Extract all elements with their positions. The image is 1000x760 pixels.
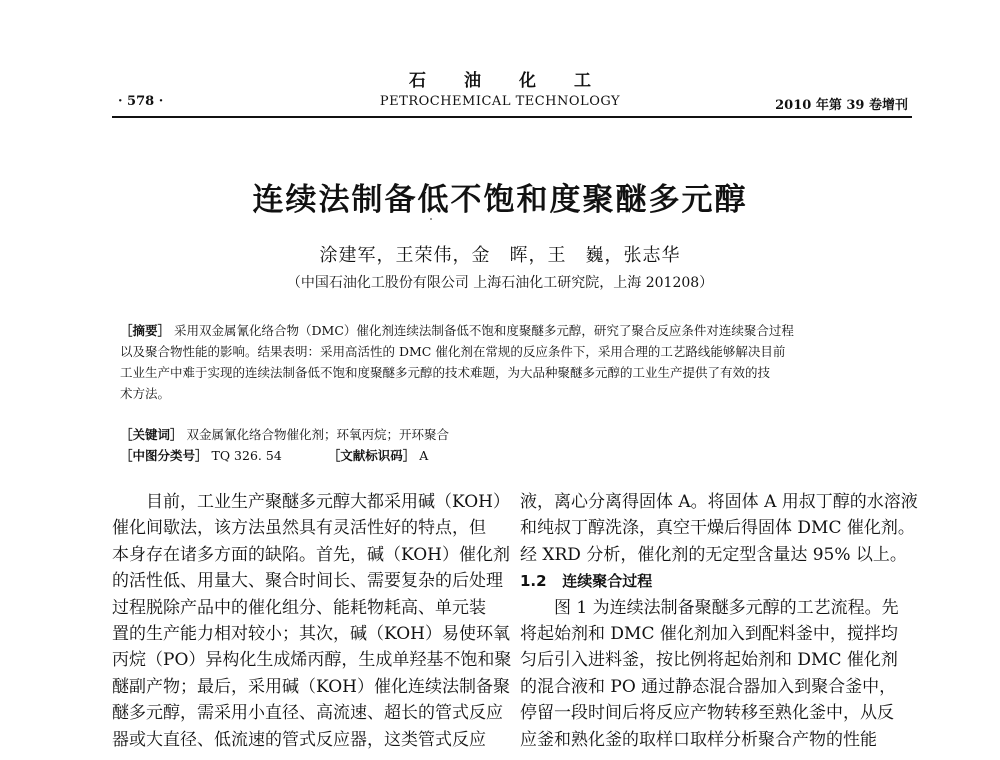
- section-number: 1.2: [520, 572, 547, 591]
- section-heading: [520, 568, 913, 594]
- abstract-line: [120, 320, 885, 341]
- speck: [430, 218, 432, 220]
- body-line: 本身存在诸多方面的缺陷。首先，碱（KOH）催化剂: [112, 544, 511, 565]
- section-title: 连续聚合过程: [562, 572, 653, 591]
- page-number: · 578 ·: [118, 94, 164, 109]
- keywords-label: ［关键词］: [120, 427, 183, 442]
- journal-title-en: PETROCHEMICAL TECHNOLOGY: [379, 94, 621, 109]
- header-rule: [112, 116, 912, 118]
- affiliation: （中国石油化工股份有限公司 上海石油化工研究院，上海 201208）: [286, 275, 714, 291]
- body-line: 将起始剂和 DMC 催化剂加入到配料釜中，搅拌均: [520, 624, 898, 645]
- abstract: [120, 320, 885, 404]
- doc-code-label: ［文献标识码］: [327, 448, 416, 463]
- body-line: 液，离心分离得固体 A。将固体 A 用叔丁醇的水溶液: [520, 492, 918, 512]
- body-left-column: [112, 489, 512, 753]
- body-line: 催化间歇法，该方法虽然具有灵活性好的特点，但: [112, 518, 486, 539]
- body-line: 经 XRD 分析，催化剂的无定型含量达 95% 以上。: [520, 544, 907, 565]
- body-line: 醚多元醇，需采用小直径、高流速、超长的管式反应: [112, 703, 503, 724]
- journal-title-cn: 石油化工: [409, 71, 629, 91]
- paper-title: 连续法制备低不饱和度聚醚多元醇: [252, 182, 748, 218]
- body-line: 停留一段时间后将反应产物转移至熟化釜中，从反: [520, 703, 894, 724]
- body-line: 匀后引入进料釜，按比例将起始剂和 DMC 催化剂: [520, 650, 898, 671]
- classification: [120, 446, 428, 464]
- authors: 涂建军，王荣伟，金 晖，王 巍，张志华: [319, 245, 681, 266]
- body-line: 丙烷（PO）异构化生成烯丙醇，生成单羟基不饱和聚: [112, 650, 512, 671]
- body-line: 的混合液和 PO 通过静态混合器加入到聚合釜中，: [520, 676, 897, 697]
- body-right-column: [520, 489, 918, 753]
- abstract-line: 工业生产中难于实现的连续法制备低不饱和度聚醚多元醇的技术难题，为大品种聚醚多元醇的工业生产提供了有效的技: [120, 365, 771, 380]
- abstract-line: 术方法。: [120, 386, 171, 401]
- abstract-text: 采用双金属氰化络合物（DMC）催化剂连续法制备低不饱和度聚醚多元醇，研究了聚合反应条件对连续聚合过程: [174, 323, 794, 338]
- body-line: 器或大直径、低流速的管式反应器，这类管式反应: [112, 729, 486, 750]
- classification-value: TQ 326. 54: [211, 448, 282, 463]
- keywords-value: 双金属氰化络合物催化剂；环氧丙烷；开环聚合: [186, 427, 450, 442]
- body-line: 目前，工业生产聚醚多元醇大都采用碱（KOH）: [146, 492, 511, 512]
- keywords: [120, 425, 449, 443]
- issue-info: 2010 年第 39 卷增刊: [775, 98, 908, 113]
- abstract-label: ［摘要］: [120, 323, 171, 338]
- classification-label: ［中图分类号］: [120, 448, 208, 463]
- body-line: 置的生产能力相对较小；其次，碱（KOH）易使环氧: [112, 624, 511, 645]
- body-line: 过程脱除产品中的催化组分、能耗物耗高、单元装: [112, 597, 486, 618]
- abstract-line: 以及聚合物性能的影响。结果表明：采用高活性的 DMC 催化剂在常规的反应条件下，采用合理的工艺路线能够解决目前: [120, 344, 786, 359]
- body-line: 应釜和熟化釜的取样口取样分析聚合产物的性能: [520, 729, 877, 750]
- body-line: 醚副产物；最后，采用碱（KOH）催化连续法制备聚: [112, 676, 511, 697]
- doc-code-value: A: [419, 448, 429, 463]
- body-line: 的活性低、用量大、聚合时间长、需要复杂的后处理: [112, 571, 503, 592]
- body-line: 图 1 为连续法制备聚醚多元醇的工艺流程。先: [554, 597, 899, 618]
- body-line: 和纯叔丁醇洗涤，真空干燥后得固体 DMC 催化剂。: [520, 518, 915, 539]
